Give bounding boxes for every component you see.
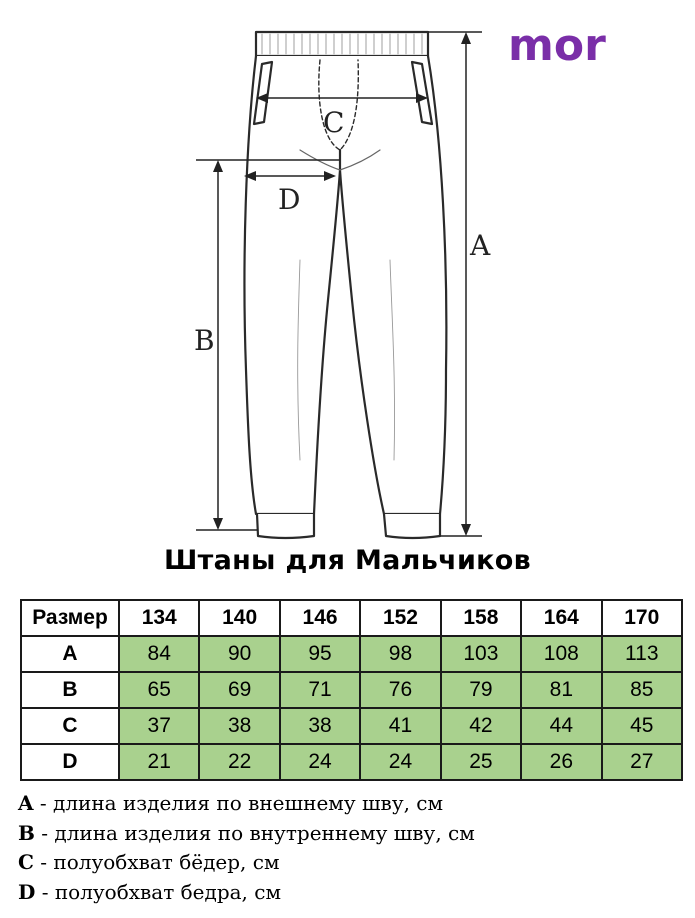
left-cuff bbox=[257, 514, 314, 538]
measurement-cell: 24 bbox=[360, 744, 440, 780]
measurement-cell: 76 bbox=[360, 672, 440, 708]
measurement-cell: 42 bbox=[441, 708, 521, 744]
measurement-cell: 98 bbox=[360, 636, 440, 672]
table-row bbox=[21, 708, 682, 744]
measurement-cell: 69 bbox=[199, 672, 279, 708]
measurement-cell: 44 bbox=[521, 708, 601, 744]
measurement-cell: 37 bbox=[119, 708, 199, 744]
row-key: A bbox=[21, 636, 119, 672]
measurement-cell: 27 bbox=[602, 744, 682, 780]
size-header: 170 bbox=[602, 600, 682, 636]
measurement-cell: 65 bbox=[119, 672, 199, 708]
label-a: A bbox=[470, 229, 491, 262]
legend-key: A bbox=[18, 791, 34, 815]
measurement-cell: 103 bbox=[441, 636, 521, 672]
table-row bbox=[21, 636, 682, 672]
table-row bbox=[21, 744, 682, 780]
measurement-cell: 24 bbox=[280, 744, 360, 780]
legend-text: - полуобхват бёдер, см bbox=[33, 850, 280, 874]
size-table bbox=[20, 599, 683, 781]
measurement-cell: 21 bbox=[119, 744, 199, 780]
measurement-cell: 81 bbox=[521, 672, 601, 708]
measurement-cell: 79 bbox=[441, 672, 521, 708]
measurement-cell: 26 bbox=[521, 744, 601, 780]
size-header: 134 bbox=[119, 600, 199, 636]
pants-outline bbox=[244, 56, 446, 514]
legend-line bbox=[18, 789, 475, 819]
measurement-cell: 95 bbox=[280, 636, 360, 672]
legend-line bbox=[18, 878, 475, 908]
measurement-cell: 108 bbox=[521, 636, 601, 672]
measurement-cell: 41 bbox=[360, 708, 440, 744]
table-header-row bbox=[21, 600, 682, 636]
measurement-cell: 45 bbox=[602, 708, 682, 744]
measurement-cell: 113 bbox=[602, 636, 682, 672]
row-key: C bbox=[21, 708, 119, 744]
right-cuff bbox=[384, 514, 440, 538]
size-header: 152 bbox=[360, 600, 440, 636]
table-corner-label: Размер bbox=[21, 600, 119, 636]
legend-text: - длина изделия по внешнему шву, см bbox=[33, 791, 444, 815]
legend-line bbox=[18, 819, 475, 849]
label-c: C bbox=[323, 106, 345, 139]
size-header: 140 bbox=[199, 600, 279, 636]
measurement-legend bbox=[18, 789, 475, 907]
measurement-cell: 85 bbox=[602, 672, 682, 708]
row-key: B bbox=[21, 672, 119, 708]
measurement-cell: 90 bbox=[199, 636, 279, 672]
legend-key: C bbox=[18, 850, 34, 874]
measurement-cell: 22 bbox=[199, 744, 279, 780]
measurement-cell: 38 bbox=[280, 708, 360, 744]
size-header: 146 bbox=[280, 600, 360, 636]
size-header: 158 bbox=[441, 600, 521, 636]
legend-line bbox=[18, 848, 475, 878]
label-d: D bbox=[278, 183, 301, 216]
measurement-cell: 25 bbox=[441, 744, 521, 780]
measurement-cell: 71 bbox=[280, 672, 360, 708]
measurement-cell: 38 bbox=[199, 708, 279, 744]
brand-logo bbox=[508, 22, 648, 68]
measurement-cell: 84 bbox=[119, 636, 199, 672]
page-title: Штаны для Мальчиков bbox=[163, 545, 532, 576]
logo-text: mor bbox=[508, 22, 606, 68]
row-key: D bbox=[21, 744, 119, 780]
legend-text: - длина изделия по внутреннему шву, см bbox=[34, 820, 475, 845]
legend-key: B bbox=[18, 820, 35, 845]
size-header: 164 bbox=[521, 600, 601, 636]
legend-text: - полуобхват бедра, см bbox=[35, 879, 282, 904]
table-row bbox=[21, 672, 682, 708]
label-b: B bbox=[194, 324, 215, 357]
legend-key: D bbox=[18, 879, 36, 904]
